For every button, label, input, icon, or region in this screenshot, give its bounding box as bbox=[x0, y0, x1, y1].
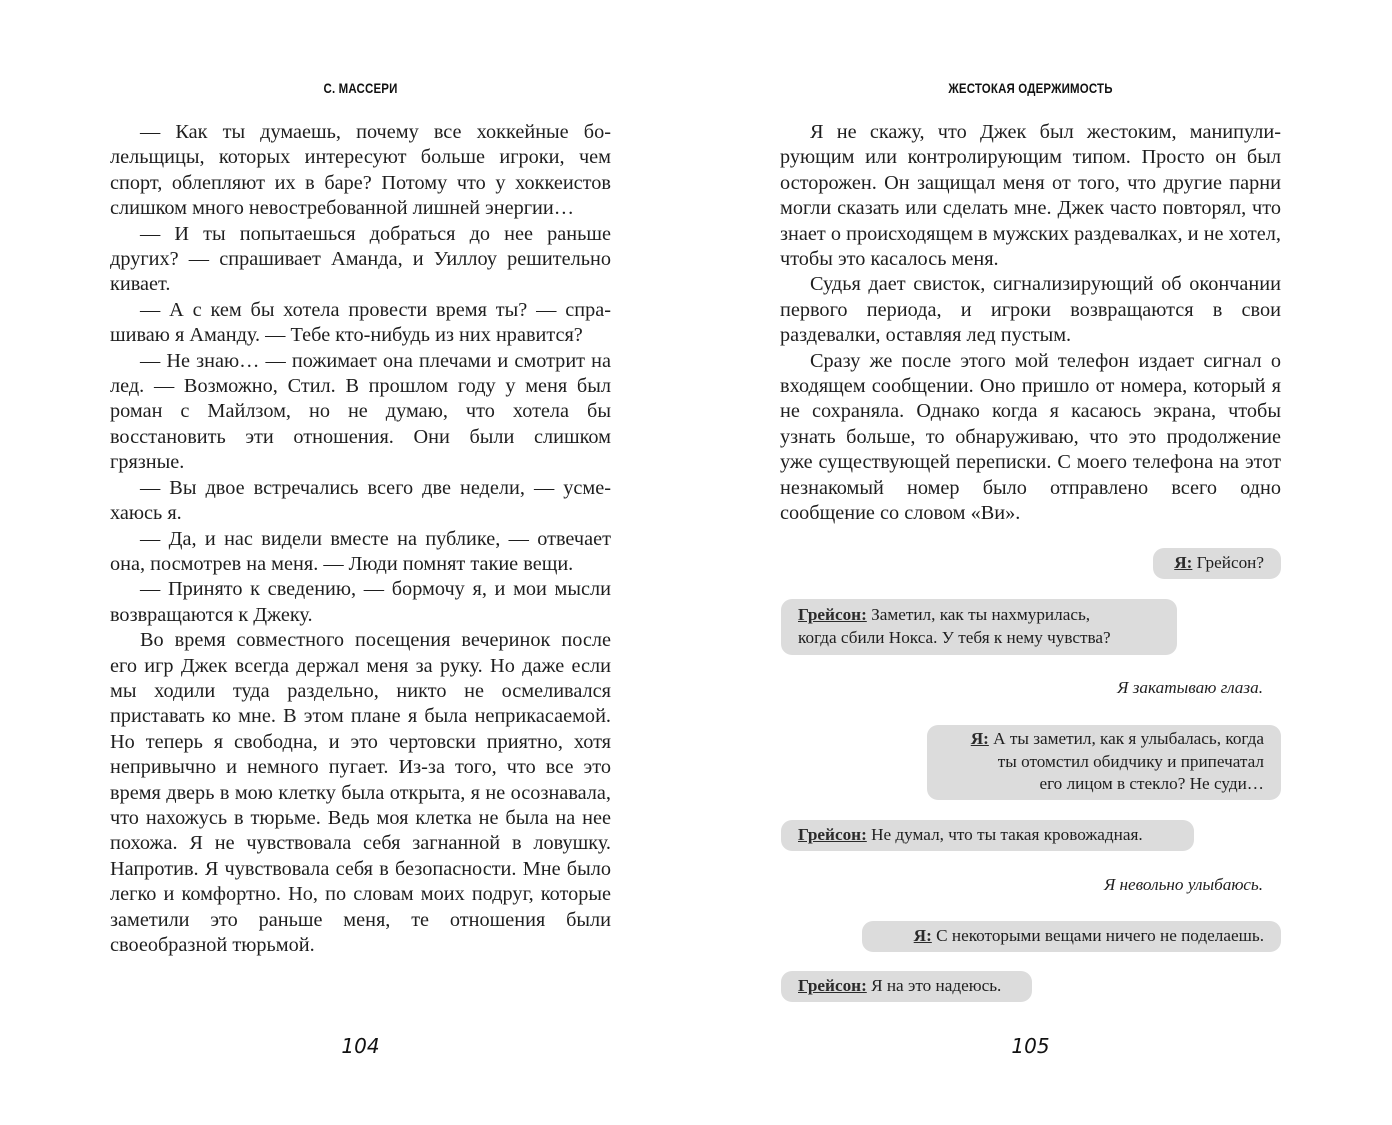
paragraph: Судья дает свисток, сигнализирующий об окончании первого периода, и игроки возвращаются в свои раздевалки, оставляя лед пустым. bbox=[780, 273, 1281, 347]
left-page bbox=[110, 0, 611, 1125]
sender-label: Грейсон: bbox=[798, 825, 867, 844]
message-text: Заметил, как ты нахмурилась, bbox=[871, 605, 1091, 624]
paragraph: Я не скажу, что Джек был жестоким, манипулирующим или контролирующим типом. Просто он был осторожен. Он защищал меня от того, что другие парни могли сказать или сделать мне. Джек часто повторял, что знает о происходящем в мужских раздевалках, и не хотел, чтобы это касалось меня. bbox=[780, 121, 1281, 271]
message-text: А ты заметил, как я улыбалась, когда bbox=[993, 729, 1264, 748]
paragraph: — Как ты думаешь, почему все хоккейные болельщицы, которых интересуют больше игроки, чем спорт, облепляют их в баре? Потому что у хоккеистов слишком много невостребованной лишней энергии… bbox=[110, 121, 611, 220]
running-head-title: ЖЕСТОКАЯ ОДЕРЖИМОСТЬ bbox=[948, 80, 1113, 96]
chat-bubble-me bbox=[1153, 548, 1281, 579]
page-number: 105 bbox=[1011, 1034, 1050, 1058]
paragraph: Сразу же после этого мой телефон издает сигнал о входящем сообщении. Оно пришло от номера, который я не сохраняла. Однако когда я касаюсь экрана, чтобы узнать больше, то обнаруживаю, что это продолжение уже существующей переписки. С моего телефона на этот незнакомый номер было отправлено всего одно сообщение со словом «Ви». bbox=[780, 349, 1281, 525]
narration: Я невольно улыбаюсь. bbox=[1103, 875, 1263, 894]
message-text: Грейсон? bbox=[1196, 553, 1264, 572]
message-text: когда сбили Нокса. У тебя к нему чувства? bbox=[798, 627, 1111, 647]
right-page-body bbox=[780, 120, 1281, 527]
paragraph: — И ты попытаешься добраться до нее раньше других? — спрашивает Аманда, и Уиллоу решительно кивает. bbox=[110, 222, 611, 296]
paragraph: — Принято к сведению, — бормочу я, и мои мысли возвращаются к Джеку. bbox=[110, 578, 611, 626]
chat-bubble-me bbox=[927, 725, 1281, 800]
message-text: Не думал, что ты такая кровожадная. bbox=[871, 825, 1143, 844]
chat-bubble-grayson bbox=[781, 599, 1177, 655]
page-number: 104 bbox=[341, 1034, 380, 1058]
left-page-body bbox=[110, 120, 611, 958]
chat-bubble-grayson bbox=[781, 971, 1032, 1002]
paragraph: — Не знаю… — пожимает она плечами и смотрит на лед. — Возможно, Стил. В прошлом году у меня был роман с Майлзом, но не думаю, что хотела бы восстановить эти отношения. Они были слишком грязные. bbox=[110, 349, 611, 474]
paragraph: — А с кем бы хотела провести время ты? — спрашиваю я Аманду. — Тебе кто-нибудь из них нравится? bbox=[110, 298, 611, 347]
sender-label: Грейсон: bbox=[798, 976, 867, 995]
sender-label: Я: bbox=[1174, 553, 1193, 572]
narration: Я закатываю глаза. bbox=[1117, 678, 1263, 697]
paragraph: — Да, и нас видели вместе на публике, — отвечает она, посмотрев на меня. — Люди помнят такие вещи. bbox=[110, 527, 611, 575]
message-text: ты отомстил обидчику и припечатал bbox=[997, 751, 1264, 771]
sender-label: Я: bbox=[913, 926, 932, 945]
message-text: Я на это надеюсь. bbox=[871, 976, 1002, 995]
chat-bubble-grayson bbox=[781, 820, 1194, 851]
paragraph: — Вы двое встречались всего две недели, — усмехаюсь я. bbox=[110, 476, 611, 525]
sender-label: Грейсон: bbox=[798, 605, 867, 624]
running-head-author: С. МАССЕРИ bbox=[323, 80, 398, 96]
sender-label: Я: bbox=[970, 729, 989, 748]
chat-bubble-me bbox=[862, 921, 1281, 952]
message-text: его лицом в стекло? Не суди… bbox=[1039, 774, 1264, 793]
right-page bbox=[780, 0, 1281, 1125]
paragraph: Во время совместного посещения вечеринок после его игр Джек всегда держал меня за руку. Но даже если мы ходили туда раздельно, никто не осмеливался приставать ко мне. В этом плане я была неприкасаемой. Но теперь я свободна, и это чертовски приятно, хотя непривычно и немного пугает. Из-за того, что все это время дверь в мою клетку была открыта, я не осознавала, что нахожусь в тюрьме. Ведь моя клетка не была на нее похожа. Я не чувствовала себя загнанной в ловушку. Напротив. Я чувствовала себя в безопасности. Мне было легко и комфортно. Но, по словам моих подруг, которые заметили это раньше меня, те отношения были своеобразной тюрьмой. bbox=[110, 629, 611, 956]
message-text: С некоторыми вещами ничего не поделаешь. bbox=[936, 926, 1264, 945]
